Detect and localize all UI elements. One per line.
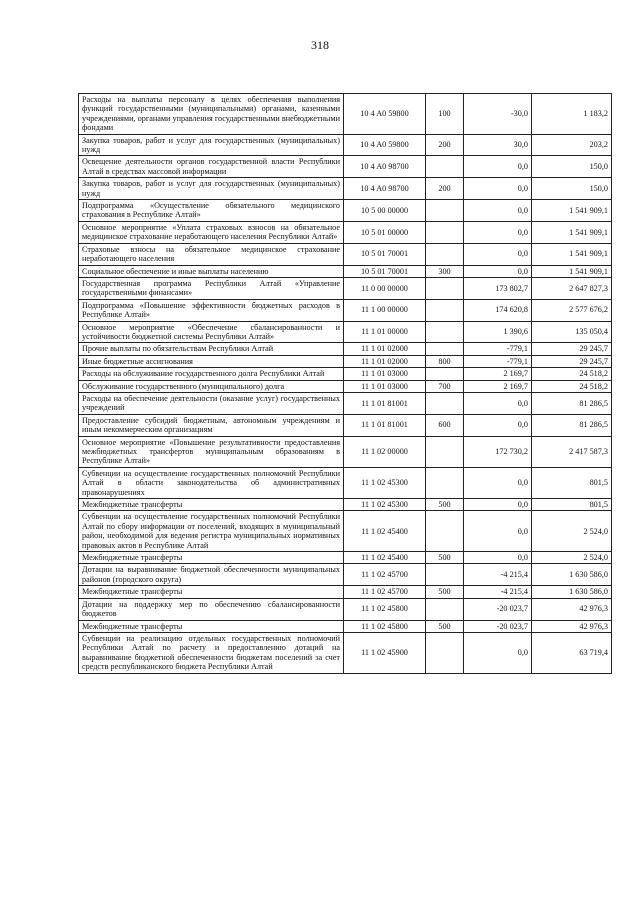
budget-table-body: [79, 94, 612, 674]
total-amount-cell: 24 518,2: [532, 368, 612, 380]
target-code-cell: 11 1 01 81001: [344, 414, 426, 436]
total-amount-cell: 42 976,3: [532, 620, 612, 632]
total-amount-cell: 801,5: [532, 467, 612, 498]
total-amount-cell: 801,5: [532, 499, 612, 511]
total-amount-cell: 42 976,3: [532, 598, 612, 620]
expense-type-cell: 800: [426, 355, 464, 367]
expense-type-cell: [426, 511, 464, 552]
expense-name-cell: Обслуживание государственного (муниципального) долга: [79, 380, 344, 392]
change-amount-cell: 2 169,7: [464, 380, 532, 392]
target-code-cell: 11 1 01 02000: [344, 343, 426, 355]
total-amount-cell: 150,0: [532, 178, 612, 200]
expense-name-cell: Предоставление субсидий бюджетным, автономным учреждениям и иным некоммерческим организациям: [79, 414, 344, 436]
total-amount-cell: 2 577 676,2: [532, 299, 612, 321]
expense-name-cell: Основное мероприятие «Повышение результативности предоставления межбюджетных трансфертов муниципальным образованиям в Республике Алтай»: [79, 436, 344, 467]
expense-type-cell: [426, 436, 464, 467]
expense-type-cell: 600: [426, 414, 464, 436]
total-amount-cell: 135 050,4: [532, 321, 612, 343]
target-code-cell: 11 1 02 45700: [344, 564, 426, 586]
table-row: [79, 321, 612, 343]
table-row: [79, 620, 612, 632]
total-amount-cell: 203,2: [532, 134, 612, 156]
table-row: [79, 552, 612, 564]
table-row: [79, 355, 612, 367]
total-amount-cell: 1 630 586,0: [532, 586, 612, 598]
expense-type-cell: [426, 598, 464, 620]
table-row: [79, 499, 612, 511]
table-row: [79, 178, 612, 200]
expense-type-cell: [426, 277, 464, 299]
expense-type-cell: [426, 299, 464, 321]
target-code-cell: 11 1 02 45700: [344, 586, 426, 598]
target-code-cell: 11 1 01 81001: [344, 392, 426, 414]
change-amount-cell: 172 730,2: [464, 436, 532, 467]
total-amount-cell: 1 630 586,0: [532, 564, 612, 586]
target-code-cell: 11 1 01 00000: [344, 321, 426, 343]
change-amount-cell: 0,0: [464, 178, 532, 200]
budget-table: [78, 93, 612, 674]
target-code-cell: 10 4 A0 98700: [344, 156, 426, 178]
total-amount-cell: 2 647 827,3: [532, 277, 612, 299]
total-amount-cell: 24 518,2: [532, 380, 612, 392]
expense-name-cell: Межбюджетные трансферты: [79, 620, 344, 632]
change-amount-cell: 174 620,8: [464, 299, 532, 321]
change-amount-cell: 0,0: [464, 511, 532, 552]
expense-name-cell: Прочие выплаты по обязательствам Республики Алтай: [79, 343, 344, 355]
table-row: [79, 368, 612, 380]
expense-type-cell: 500: [426, 620, 464, 632]
expense-type-cell: [426, 200, 464, 222]
change-amount-cell: 0,0: [464, 632, 532, 673]
change-amount-cell: -4 215,4: [464, 564, 532, 586]
table-row: [79, 436, 612, 467]
table-row: [79, 511, 612, 552]
table-row: [79, 134, 612, 156]
table-row: [79, 299, 612, 321]
total-amount-cell: 1 541 909,1: [532, 221, 612, 243]
table-row: [79, 586, 612, 598]
expense-type-cell: [426, 243, 464, 265]
expense-name-cell: Подпрограмма «Повышение эффективности бюджетных расходов в Республике Алтай»: [79, 299, 344, 321]
expense-name-cell: Освещение деятельности органов государственной власти Республики Алтай в средствах массовой информации: [79, 156, 344, 178]
total-amount-cell: 1 183,2: [532, 94, 612, 135]
expense-name-cell: Страховые взносы на обязательное медицинское страхование неработающего населения: [79, 243, 344, 265]
expense-name-cell: Иные бюджетные ассигнования: [79, 355, 344, 367]
table-row: [79, 467, 612, 498]
expense-type-cell: 300: [426, 265, 464, 277]
table-row: [79, 156, 612, 178]
expense-type-cell: 200: [426, 178, 464, 200]
change-amount-cell: 0,0: [464, 200, 532, 222]
expense-name-cell: Дотации на поддержку мер по обеспечению сбалансированности бюджетов: [79, 598, 344, 620]
expense-type-cell: 100: [426, 94, 464, 135]
target-code-cell: 11 1 01 02000: [344, 355, 426, 367]
table-row: [79, 392, 612, 414]
change-amount-cell: 0,0: [464, 414, 532, 436]
expense-name-cell: Межбюджетные трансферты: [79, 552, 344, 564]
expense-name-cell: Закупка товаров, работ и услуг для государственных (муниципальных) нужд: [79, 134, 344, 156]
target-code-cell: 10 5 01 70001: [344, 265, 426, 277]
expense-type-cell: [426, 564, 464, 586]
expense-type-cell: 500: [426, 499, 464, 511]
change-amount-cell: -4 215,4: [464, 586, 532, 598]
expense-type-cell: [426, 368, 464, 380]
expense-type-cell: 500: [426, 552, 464, 564]
change-amount-cell: 0,0: [464, 392, 532, 414]
expense-name-cell: Расходы на выплаты персоналу в целях обеспечения выполнения функций государственными (муниципальными) органами, казенными учреждениями, органами управления государственными внебюджетными фондами: [79, 94, 344, 135]
total-amount-cell: 29 245,7: [532, 355, 612, 367]
total-amount-cell: 1 541 909,1: [532, 243, 612, 265]
expense-name-cell: Социальное обеспечение и иные выплаты населению: [79, 265, 344, 277]
table-row: [79, 632, 612, 673]
expense-type-cell: 700: [426, 380, 464, 392]
table-row: [79, 343, 612, 355]
total-amount-cell: 2 417 587,3: [532, 436, 612, 467]
total-amount-cell: 63 719,4: [532, 632, 612, 673]
change-amount-cell: 0,0: [464, 265, 532, 277]
table-row: [79, 414, 612, 436]
target-code-cell: 11 1 02 45400: [344, 552, 426, 564]
expense-name-cell: Основное мероприятие «Уплата страховых взносов на обязательное медицинское страхование неработающего населения Республики Алтай»: [79, 221, 344, 243]
target-code-cell: 11 1 02 45300: [344, 467, 426, 498]
total-amount-cell: 29 245,7: [532, 343, 612, 355]
target-code-cell: 10 5 01 70001: [344, 243, 426, 265]
change-amount-cell: 0,0: [464, 221, 532, 243]
target-code-cell: 11 1 01 03000: [344, 368, 426, 380]
expense-name-cell: Субвенции на осуществление государственных полномочий Республики Алтай в области законодательства об административных правонарушениях: [79, 467, 344, 498]
total-amount-cell: 1 541 909,1: [532, 200, 612, 222]
expense-name-cell: Межбюджетные трансферты: [79, 499, 344, 511]
expense-type-cell: [426, 467, 464, 498]
expense-name-cell: Межбюджетные трансферты: [79, 586, 344, 598]
expense-name-cell: Субвенции на реализацию отдельных государственных полномочий Республики Алтай по расчету и предоставлению дотаций на выравнивание бюджетной обеспеченности бюджетам поселений за счет средств республиканского бюджета Республики Алтай: [79, 632, 344, 673]
change-amount-cell: 30,0: [464, 134, 532, 156]
change-amount-cell: 2 169,7: [464, 368, 532, 380]
target-code-cell: 11 1 00 00000: [344, 299, 426, 321]
expense-type-cell: [426, 632, 464, 673]
total-amount-cell: 81 286,5: [532, 392, 612, 414]
target-code-cell: 11 1 02 45400: [344, 511, 426, 552]
total-amount-cell: 150,0: [532, 156, 612, 178]
change-amount-cell: 0,0: [464, 467, 532, 498]
change-amount-cell: -20 023,7: [464, 620, 532, 632]
expense-type-cell: [426, 321, 464, 343]
table-row: [79, 221, 612, 243]
expense-type-cell: [426, 156, 464, 178]
change-amount-cell: 0,0: [464, 156, 532, 178]
table-row: [79, 200, 612, 222]
change-amount-cell: 173 802,7: [464, 277, 532, 299]
target-code-cell: 10 4 A0 59800: [344, 94, 426, 135]
target-code-cell: 11 1 02 45800: [344, 598, 426, 620]
target-code-cell: 11 1 02 45300: [344, 499, 426, 511]
expense-name-cell: Субвенции на осуществление государственных полномочий Республики Алтай по сбору информации от поселений, входящих в муниципальный район, необходимой для ведения регистра муниципальных нормативных правовых актов в Республике Алтай: [79, 511, 344, 552]
expense-name-cell: Расходы на обслуживание государственного долга Республики Алтай: [79, 368, 344, 380]
expense-name-cell: Основное мероприятие «Обеспечение сбалансированности и устойчивости бюджетной системы Республики Алтай»: [79, 321, 344, 343]
change-amount-cell: 0,0: [464, 499, 532, 511]
table-row: [79, 564, 612, 586]
total-amount-cell: 2 524,0: [532, 552, 612, 564]
expense-name-cell: Закупка товаров, работ и услуг для государственных (муниципальных) нужд: [79, 178, 344, 200]
target-code-cell: 11 1 01 03000: [344, 380, 426, 392]
expense-name-cell: Расходы на обеспечение деятельности (оказание услуг) государственных учреждений: [79, 392, 344, 414]
expense-type-cell: [426, 343, 464, 355]
change-amount-cell: 0,0: [464, 552, 532, 564]
expense-name-cell: Подпрограмма «Осуществление обязательного медицинского страхования в Республике Алтай»: [79, 200, 344, 222]
expense-type-cell: 200: [426, 134, 464, 156]
table-row: [79, 94, 612, 135]
total-amount-cell: 2 524,0: [532, 511, 612, 552]
table-row: [79, 243, 612, 265]
expense-name-cell: Дотации на выравнивание бюджетной обеспеченности муниципальных районов (городского округа): [79, 564, 344, 586]
total-amount-cell: 1 541 909,1: [532, 265, 612, 277]
target-code-cell: 10 4 A0 98700: [344, 178, 426, 200]
table-row: [79, 380, 612, 392]
target-code-cell: 10 5 01 00000: [344, 221, 426, 243]
table-row: [79, 277, 612, 299]
page-number: 318: [311, 38, 329, 52]
table-row: [79, 598, 612, 620]
target-code-cell: 11 1 02 45800: [344, 620, 426, 632]
change-amount-cell: -30,0: [464, 94, 532, 135]
target-code-cell: 11 1 02 45900: [344, 632, 426, 673]
expense-type-cell: [426, 221, 464, 243]
expense-type-cell: [426, 392, 464, 414]
change-amount-cell: 0,0: [464, 243, 532, 265]
target-code-cell: 11 0 00 00000: [344, 277, 426, 299]
change-amount-cell: 1 390,6: [464, 321, 532, 343]
target-code-cell: 10 4 A0 59800: [344, 134, 426, 156]
expense-type-cell: 500: [426, 586, 464, 598]
expense-name-cell: Государственная программа Республики Алтай «Управление государственными финансами»: [79, 277, 344, 299]
table-row: [79, 265, 612, 277]
total-amount-cell: 81 286,5: [532, 414, 612, 436]
change-amount-cell: -779,1: [464, 343, 532, 355]
target-code-cell: 11 1 02 00000: [344, 436, 426, 467]
change-amount-cell: -779,1: [464, 355, 532, 367]
target-code-cell: 10 5 00 00000: [344, 200, 426, 222]
change-amount-cell: -20 023,7: [464, 598, 532, 620]
